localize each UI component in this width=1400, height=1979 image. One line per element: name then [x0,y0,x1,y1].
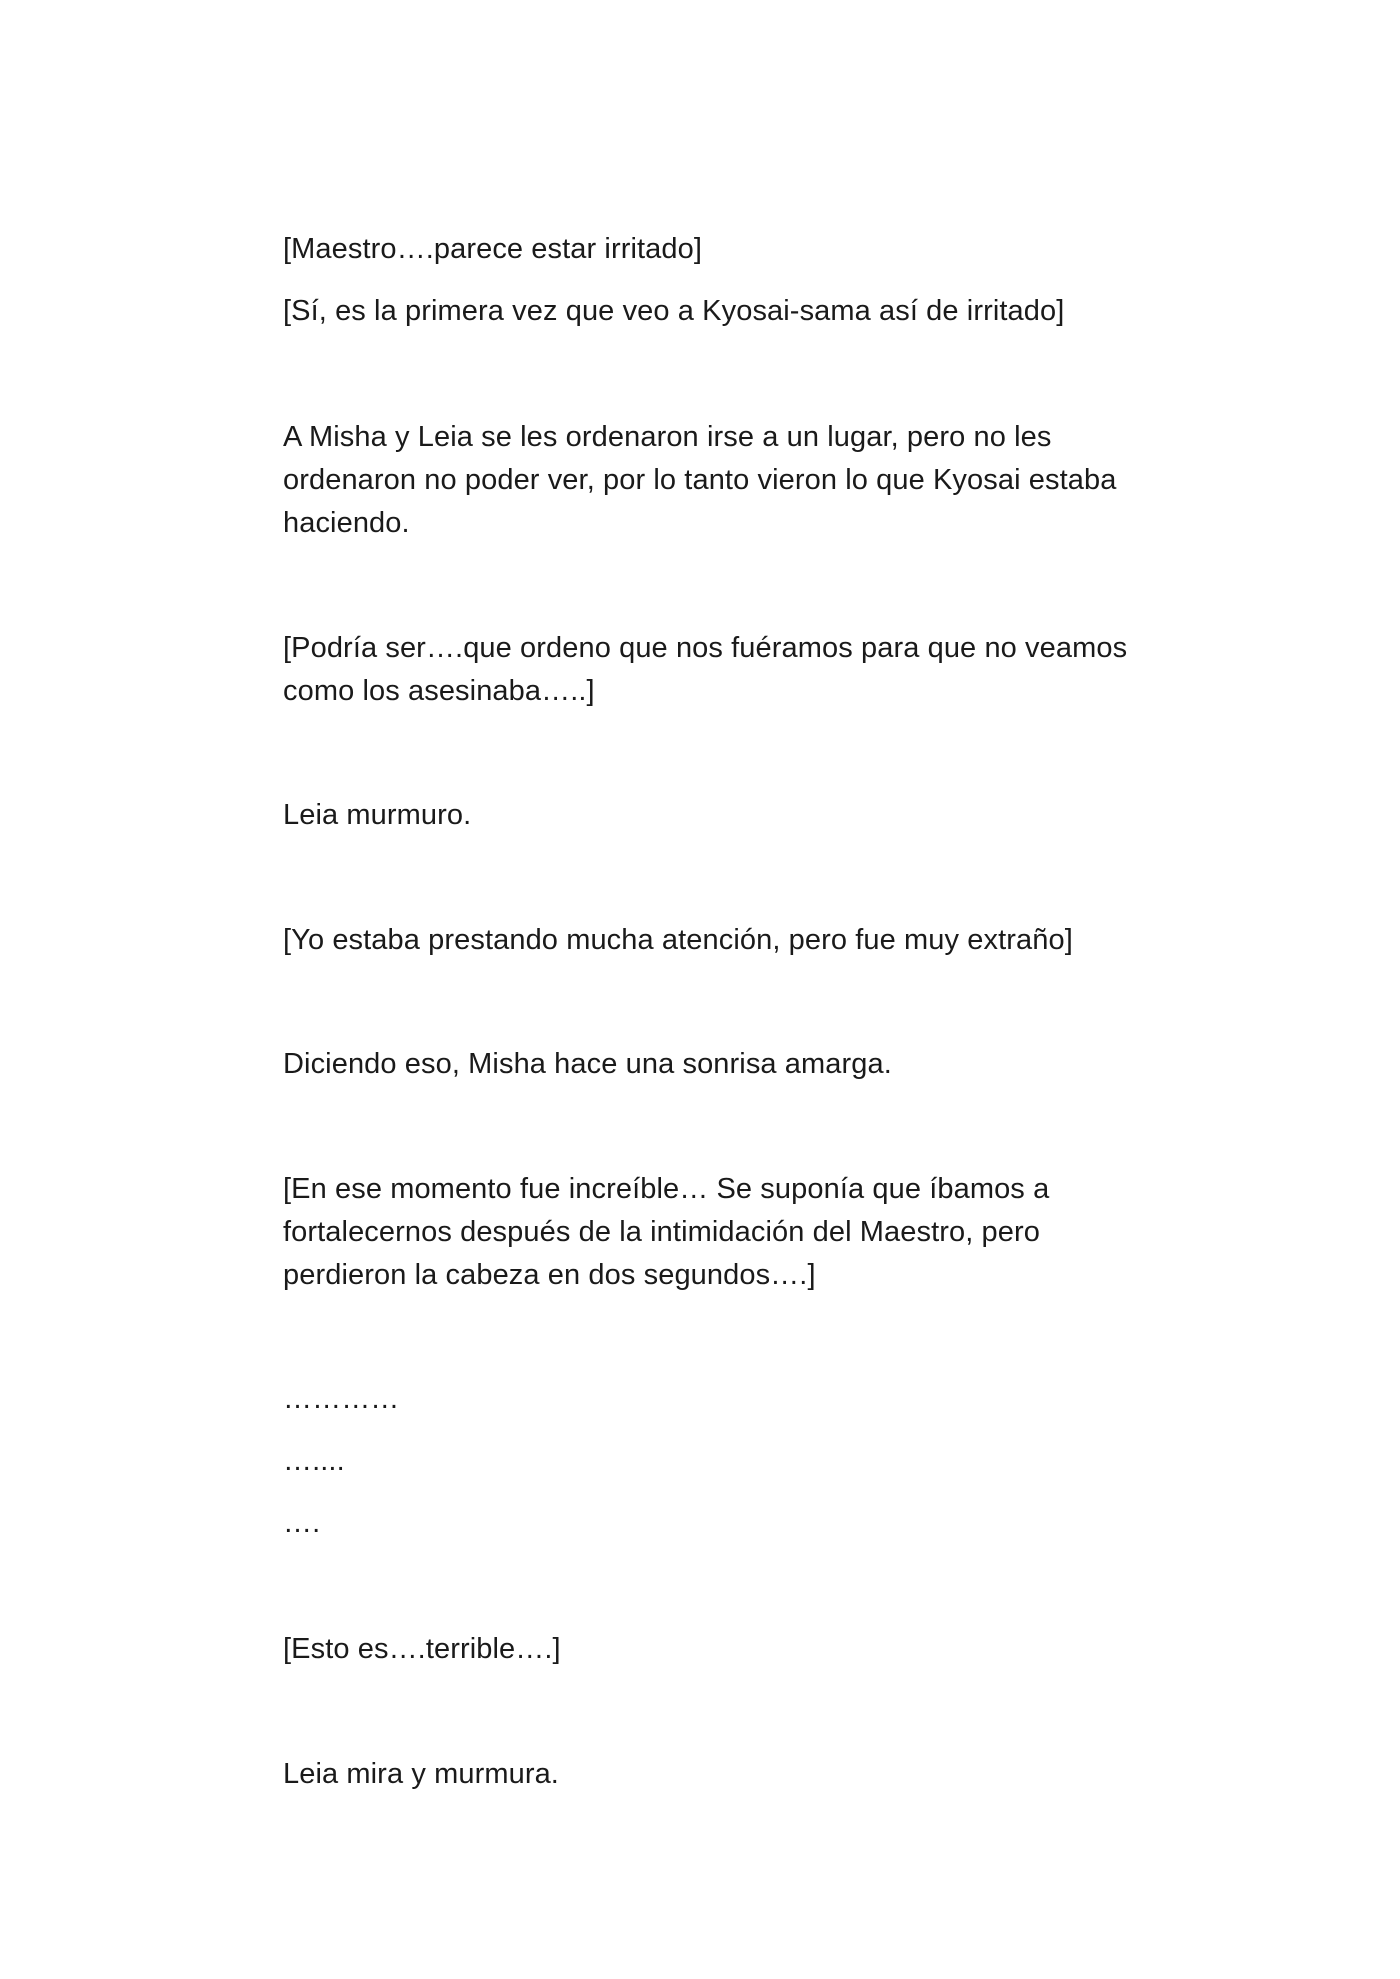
text-line: ordenaron no poder ver, por lo tanto vieron lo que Kyosai estaba [283,464,1117,496]
text-line: Diciendo eso, Misha hace una sonrisa amarga. [283,1048,892,1080]
text-line: A Misha y Leia se les ordenaron irse a un lugar, pero no les [283,421,1052,453]
text-line: [Yo estaba prestando mucha atención, pero fue muy extraño] [283,924,1073,956]
text-line: [Maestro….parece estar irritado] [283,233,703,265]
text-line: perdieron la cabeza en dos segundos….] [283,1259,816,1291]
text-line: fortalecernos después de la intimidación del Maestro, pero [283,1216,1040,1248]
text-line: [Esto es….terrible….] [283,1633,561,1665]
text-line: [Sí, es la primera vez que veo a Kyosai-sama así de irritado] [283,295,1065,327]
text-line: ….... [283,1445,345,1477]
text-line: Leia mira y murmura. [283,1758,559,1790]
text-line: Leia murmuro. [283,799,472,831]
text-line: [En ese momento fue increíble… Se suponía que íbamos a [283,1173,1050,1205]
text-line: ………… [283,1383,400,1415]
text-line: haciendo. [283,507,410,539]
text-line: como los asesinaba…..] [283,675,595,707]
text-line: [Podría ser….que ordeno que nos fuéramos para que no veamos [283,632,1128,664]
text-line: …. [283,1507,321,1539]
